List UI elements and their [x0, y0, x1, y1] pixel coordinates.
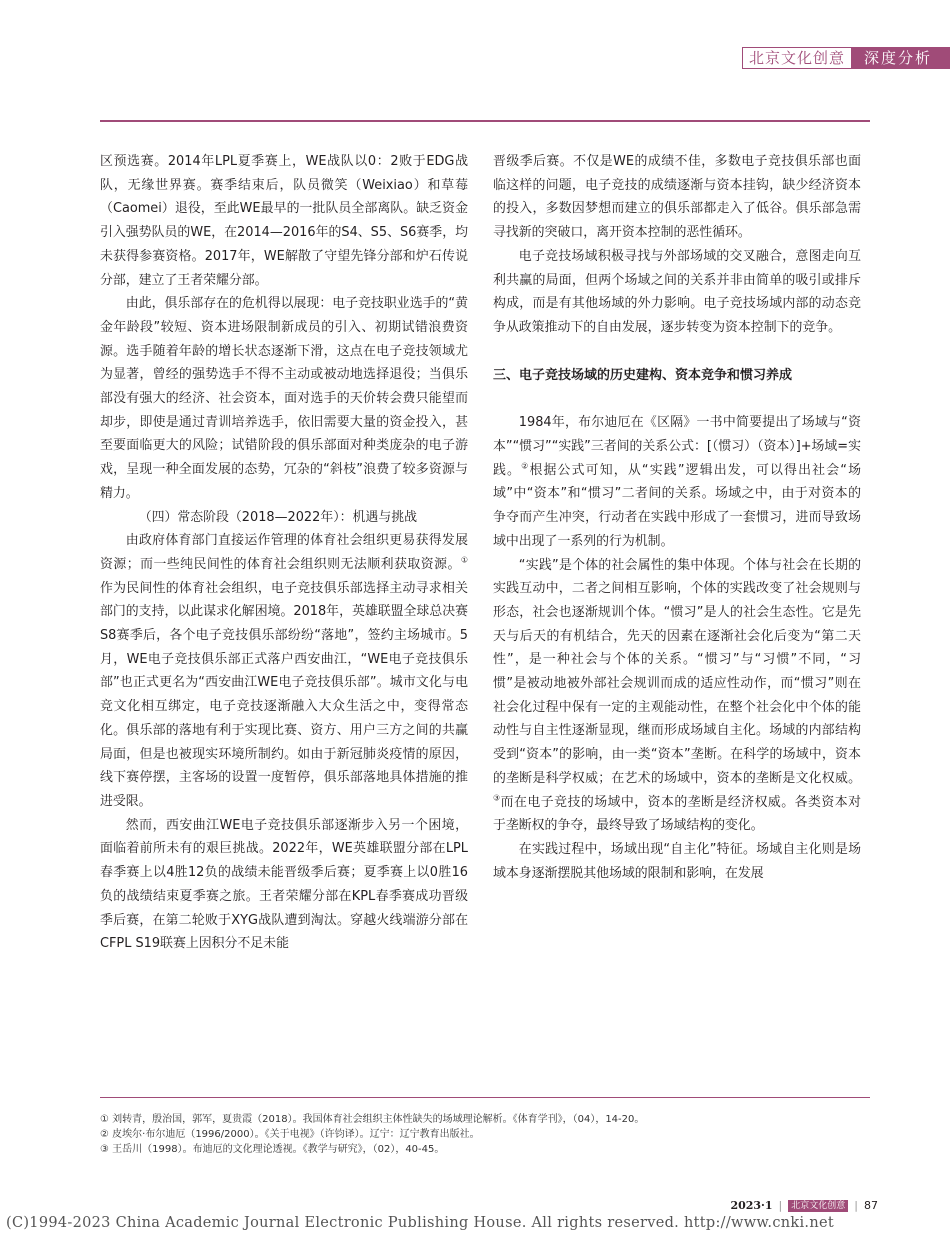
body-paragraph — [493, 411, 861, 553]
paragraph-text: 由此，俱乐部存在的危机得以展现：电子竞技职业选手的“黄金年龄段”较短、资本进场限制新成员的引入、初期试错浪费资源。选手随着年龄的增长状态逐渐下滑，这点在电子竞技领域尤为显著，曾经的强势选手不得不主动或被动地选择退役；当俱乐部没有强大的经济、社会资本，面对选手的天价转会费只能望而却步，即使是通过青训培养选手，依旧需要大量的资金投入，甚至要面临更大的风险；试错阶段的俱乐部面对种类庞杂的电子游戏，呈现一种全面发展的态势，冗杂的“斜枝”浪费了较多资源与精力。 — [100, 296, 468, 501]
body-paragraph — [100, 292, 468, 505]
paragraph-text: 在实践过程中，场域出现“自主化”特征。场域自主化则是场域本身逐渐摆脱其他场域的限制和影响，在发展 — [493, 841, 861, 881]
footer-brand: 北京文化创意 — [788, 1200, 848, 1212]
footnote-rule — [100, 1097, 870, 1098]
body-paragraph — [100, 529, 468, 813]
body-paragraph — [493, 245, 861, 340]
paragraph-text: （四）常态阶段（2018—2022年）：机遇与挑战 — [138, 509, 417, 525]
body-paragraph — [493, 838, 861, 885]
paragraph-text: 电子竞技场域积极寻找与外部场域的交叉融合，意图走向互利共赢的局面，但两个场域之间的关系并非由简单的吸引或排斥构成，而是有其他场域的外力影响。电子竞技场域内部的动态竞争从政策推动下的自由发展，逐步转变为资本控制下的竞争。 — [493, 248, 861, 335]
paragraph-text: 1984年，布尔迪厄在《区隔》一书中简要提出了场域与“资本”“惯习”“实践”三者间的关系公式：[（惯习）（资本）]+场域=实践。 — [493, 415, 861, 478]
body-paragraph — [493, 554, 861, 838]
copyright-notice: (C)1994-2023 China Academic Journal Electronic Publishing House. All rights reserved. http://www.cnki.net — [6, 1215, 834, 1231]
journal-brand: 北京文化创意 — [742, 47, 852, 69]
paragraph-text: “实践”是个体的社会属性的集中体现。个体与社会在长期的实践互动中，二者之间相互影响，个体的实践改变了社会规则与形态，社会也逐渐规训个体。“惯习”是人的社会生态性。它是先天与后天的有机结合，先天的因素在逐渐社会化后变为“第二天性”，是一种社会与个体的关系。“惯习”与“习惯”不同，“习惯”是被动地被外部社会规训而成的适应性动作，而“惯习”则在社会化过程中保有一定的主观能动性，在整个社会化中个体的能动性与自主性逐渐显现，继而形成场域自主化。场域的内部结构受到“资本”的影响，由一类“资本”垄断。在科学的场域中，资本的垄断是科学权威；在艺术的场域中，资本的垄断是文化权威。 — [493, 557, 861, 786]
paragraph-text: 作为民间性的体育社会组织，电子竞技俱乐部选择主动寻求相关部门的支持，以此谋求化解困境。2018年，英雄联盟全球总决赛S8赛季后，各个电子竞技俱乐部纷纷“落地”，签约主场城市。5月，WE电子竞技俱乐部正式落户西安曲江，“WE电子竞技俱乐部”也正式更名为“西安曲江WE电子竞技俱乐部”。城市文化与电竞文化相互绑定，电子竞技逐渐融入大众生活之中，变得常态化。俱乐部的落地有利于实现比赛、资方、用户三方之间的共赢局面，但是也被现实环境所制约。如由于新冠肺炎疫情的原因，线下赛停摆，主客场的设置一度暂停，俱乐部落地具体措施的推进受限。 — [100, 580, 468, 809]
paragraph-text: 由政府体育部门直接运作管理的体育社会组织更易获得发展资源；而一些纯民间性的体育社会组织则无法顺利获取资源。 — [100, 533, 468, 572]
paragraph-text: 晋级季后赛。不仅是WE的成绩不佳，多数电子竞技俱乐部也面临这样的问题，电子竞技的成绩逐渐与资本挂钩，缺少经济资本的投入，多数因梦想而建立的俱乐部都走入了低谷。俱乐部急需寻找新的突破口，离开资本控制的恶性循环。 — [493, 154, 861, 241]
left-column — [100, 150, 468, 956]
footnote-1: ① 刘转青，殷治国，郭军，夏贵霞（2018）。我国体育社会组织主体性缺失的场域理论解析。《体育学刊》，（04），14-20。 — [100, 1114, 645, 1125]
body-paragraph — [100, 814, 468, 956]
paragraph-text: 区预选赛。2014年LPL夏季赛上，WE战队以0：2败于EDG战队，无缘世界赛。赛季结束后，队员微笑（Weixiao）和草莓（Caomei）退役，至此WE最早的一批队员全部离队。缺乏资金引入强势队员的WE，在2014—2016年的S4、S5、S6赛季，均未获得参赛资格。2017年，WE解散了守望先锋分部和炉石传说分部，建立了王者荣耀分部。 — [100, 154, 468, 288]
paragraph-text: 而在电子竞技的场域中，资本的垄断是经济权威。各类资本对于垄断权的争夺，最终导致了场域结构的变化。 — [493, 794, 862, 834]
page-number: 87 — [864, 1199, 878, 1212]
body-paragraph — [493, 150, 861, 245]
footnote-3: ③ 王岳川（1998）。布迪厄的文化理论透视。《教学与研究》，（02），40-45。 — [100, 1144, 445, 1155]
right-column — [493, 150, 861, 885]
footer-separator: | — [778, 1199, 783, 1212]
page-header — [742, 47, 950, 69]
page-footer — [730, 1199, 878, 1212]
footnote-2: ② 皮埃尔·布尔迪厄（1996/2000）。《关于电视》（许钧译）。辽宁：辽宁教育出版社。 — [100, 1129, 480, 1140]
body-paragraph — [100, 506, 468, 530]
footnotes — [100, 1112, 860, 1157]
paragraph-text: 根据公式可知，从“实践”逻辑出发，可以得出社会“场域”中“资本”和“惯习”二者间的关系。场域之中，由于对资本的争夺而产生冲突，行动者在实践中形成了一套惯习，进而导致场域中出现了一系列的行为机制。 — [493, 462, 861, 549]
footnote-marker: ③ — [493, 793, 501, 803]
issue-number: 2023·1 — [730, 1199, 773, 1212]
footnote-marker: ① — [460, 555, 468, 565]
footnote-marker: ② — [521, 461, 530, 471]
paragraph-text: 然而，西安曲江WE电子竞技俱乐部逐渐步入另一个困境，面临着前所未有的艰巨挑战。2022年，WE英雄联盟分部在LPL春季赛上以4胜12负的战绩未能晋级季后赛；夏季赛上以0胜16负的战绩结束夏季赛之旅。王者荣耀分部在KPL春季赛成功晋级季后赛，在第二轮败于XYG战队遭到淘汰。穿越火线端游分部在CFPL S19联赛上因积分不足未能 — [100, 817, 468, 952]
section-heading: 三、电子竞技场域的历史建构、资本竞争和惯习养成 — [493, 367, 793, 383]
header-rule — [100, 120, 870, 122]
body-paragraph — [100, 150, 468, 292]
footer-separator-2: | — [854, 1199, 858, 1212]
section-label: 深度分析 — [852, 47, 950, 69]
